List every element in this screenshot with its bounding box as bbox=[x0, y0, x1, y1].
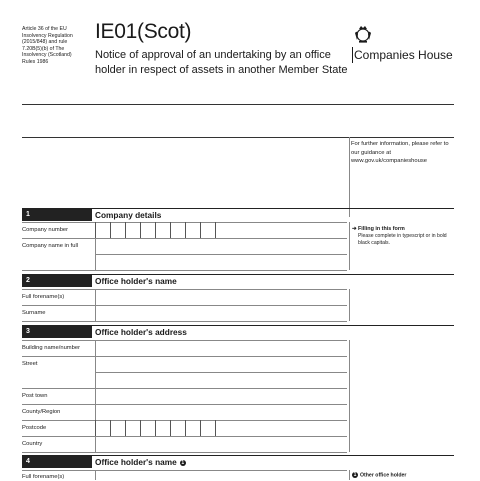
section-3-title: Office holder's address bbox=[95, 327, 187, 337]
further-information-text: For further information, please refer to our guidance at www.gov.uk/companieshouse bbox=[351, 141, 449, 164]
postcode-label: Postcode bbox=[22, 425, 47, 431]
building-label: Building name/number bbox=[22, 345, 81, 351]
header-rule-2 bbox=[22, 137, 454, 138]
county-input[interactable] bbox=[95, 404, 348, 420]
postcode-input[interactable] bbox=[95, 420, 215, 436]
note-marker-icon: 1 bbox=[181, 459, 185, 466]
legal-reference: Article 36 of the EU Insolvency Regulation (2015/848) and rule 7.20B(5)(b) of The Insolvency (Scotland) Rules 1986 bbox=[22, 26, 73, 65]
char-box bbox=[140, 420, 154, 436]
char-box bbox=[95, 420, 109, 436]
forename-input[interactable] bbox=[95, 289, 348, 305]
company-number-label: Company number bbox=[22, 227, 69, 233]
notes-column-divider bbox=[349, 222, 350, 270]
forename-input-2[interactable] bbox=[95, 470, 348, 480]
char-box bbox=[185, 420, 199, 436]
row-divider bbox=[95, 254, 347, 255]
note-filling-form-body: Please complete in typescript or in bold black capitals. bbox=[358, 233, 447, 246]
row-divider bbox=[95, 372, 347, 373]
note-title-text: Other office holder bbox=[360, 472, 407, 479]
notes-column-divider bbox=[349, 340, 350, 452]
section-4-title bbox=[95, 456, 186, 468]
country-input[interactable] bbox=[95, 436, 348, 452]
char-box bbox=[125, 420, 139, 436]
section-3-number: 3 bbox=[22, 326, 92, 338]
row-divider bbox=[22, 452, 347, 453]
form-title: Notice of approval of an undertaking by an office holder in respect of assets in another Member State bbox=[95, 49, 348, 76]
char-box bbox=[200, 222, 214, 238]
char-box bbox=[155, 420, 169, 436]
row-divider bbox=[22, 321, 347, 322]
country-label: Country bbox=[22, 441, 43, 447]
form-code: IE01(Scot) bbox=[95, 20, 192, 43]
building-input[interactable] bbox=[95, 340, 348, 356]
note-title-text: Filling in this form bbox=[358, 226, 405, 232]
char-box bbox=[95, 222, 109, 238]
logo-divider bbox=[352, 47, 353, 63]
section-1-number: 1 bbox=[22, 209, 92, 221]
logo-text: Companies House bbox=[354, 48, 453, 62]
section-4-title-text: Office holder's name bbox=[95, 457, 177, 467]
note-marker-icon: 1 bbox=[353, 472, 357, 478]
header-rule-1 bbox=[22, 104, 454, 105]
royal-crest-icon bbox=[353, 24, 373, 44]
char-box bbox=[215, 222, 229, 238]
char-box bbox=[185, 222, 199, 238]
surname-input[interactable] bbox=[95, 305, 348, 321]
company-number-input[interactable] bbox=[95, 222, 215, 238]
post-town-label: Post town bbox=[22, 393, 48, 399]
char-box bbox=[170, 420, 184, 436]
note-filling-form-title bbox=[352, 226, 405, 232]
county-label: County/Region bbox=[22, 409, 61, 415]
char-box bbox=[140, 222, 154, 238]
notes-column-divider bbox=[349, 470, 350, 480]
char-box bbox=[125, 222, 139, 238]
notes-column-divider bbox=[349, 289, 350, 321]
forename-label: Full forename(s) bbox=[22, 294, 65, 300]
section-1-title: Company details bbox=[95, 210, 162, 220]
section-4-number: 4 bbox=[22, 456, 92, 468]
company-name-label: Company name in full bbox=[22, 243, 79, 249]
section-2-title: Office holder's name bbox=[95, 276, 177, 286]
companies-house-logo bbox=[352, 24, 464, 64]
char-box bbox=[170, 222, 184, 238]
char-box bbox=[155, 222, 169, 238]
post-town-input[interactable] bbox=[95, 388, 348, 404]
char-box bbox=[110, 222, 124, 238]
char-box bbox=[200, 420, 214, 436]
forename-label-2: Full forename(s) bbox=[22, 474, 65, 480]
arrow-icon: ➔ bbox=[352, 226, 359, 232]
surname-label: Surname bbox=[22, 310, 46, 316]
section-2-number: 2 bbox=[22, 275, 92, 287]
note-other-office-holder bbox=[352, 472, 406, 478]
row-divider bbox=[22, 270, 347, 271]
char-box bbox=[110, 420, 124, 436]
info-column-divider bbox=[349, 137, 350, 217]
char-box bbox=[215, 420, 229, 436]
street-label: Street bbox=[22, 361, 38, 367]
